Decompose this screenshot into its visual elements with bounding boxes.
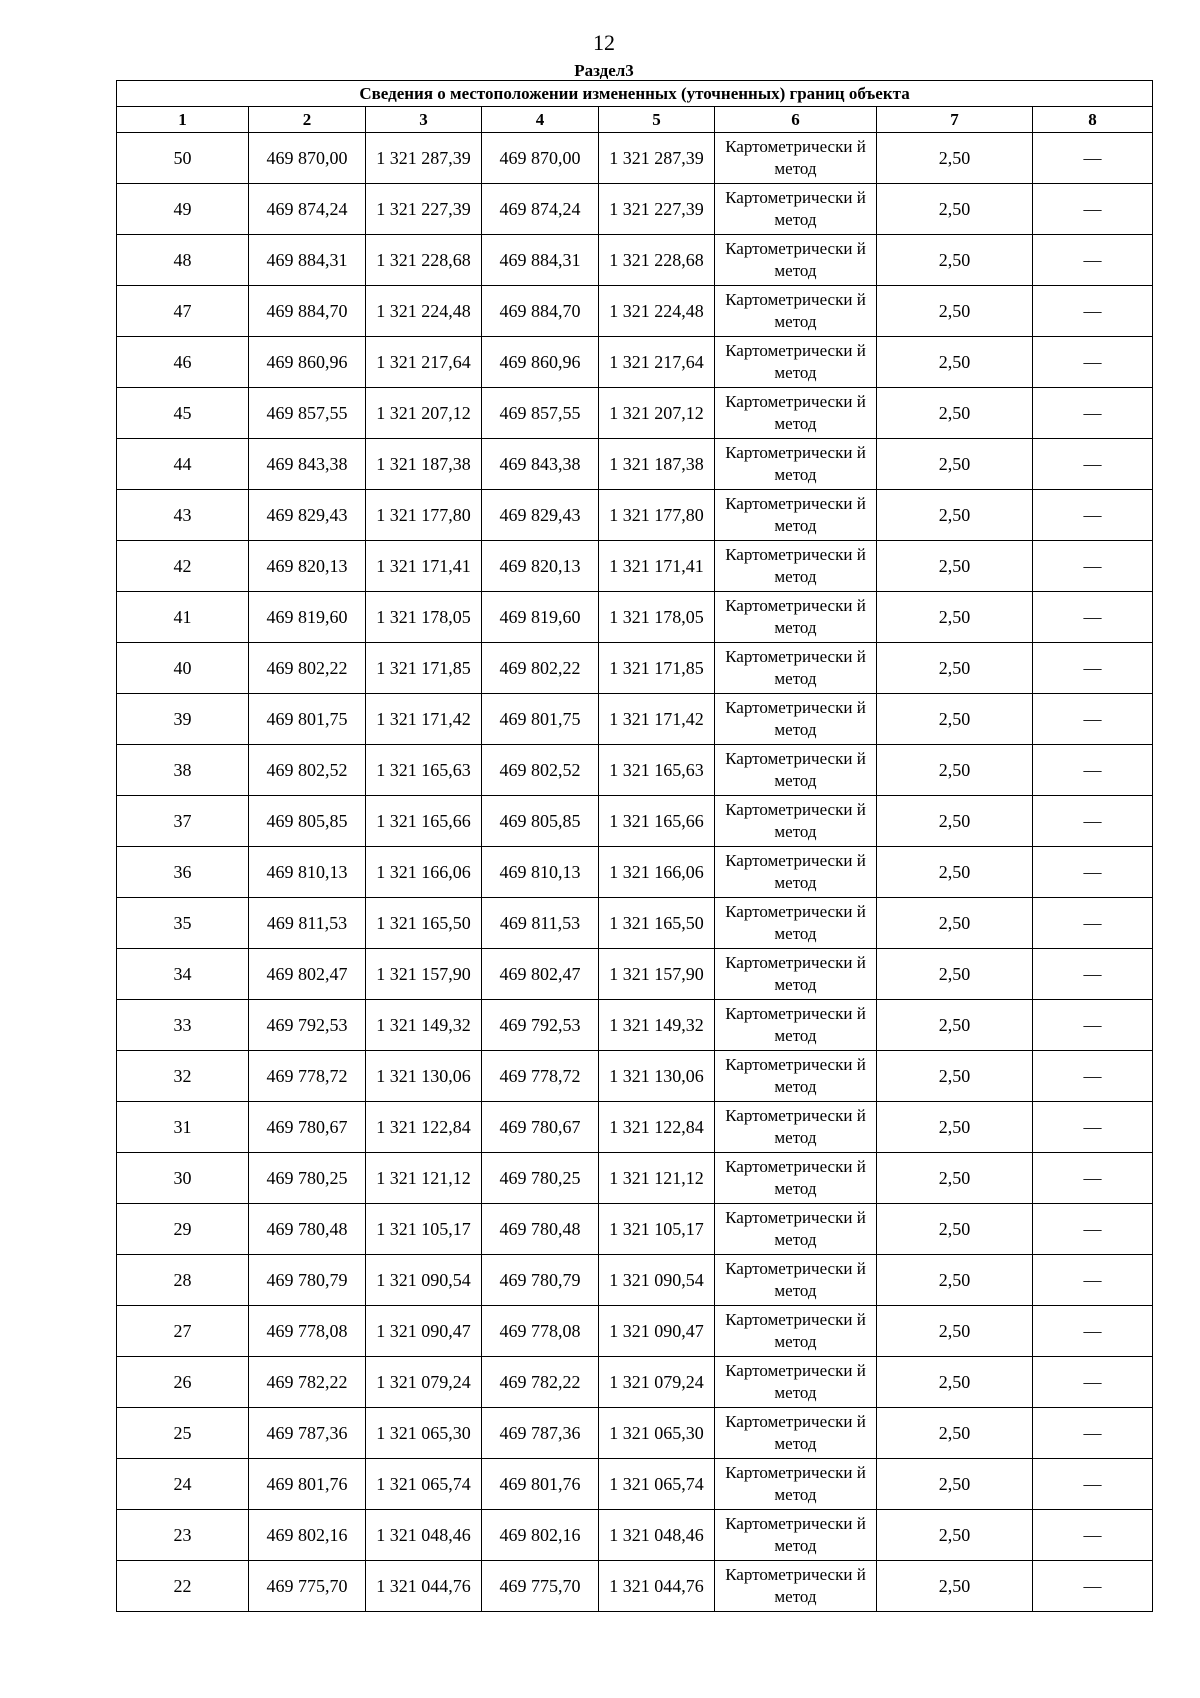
- cell-new-x: 469 857,55: [482, 388, 599, 439]
- column-header-8: 8: [1033, 107, 1153, 133]
- cell-accuracy: 2,50: [877, 1357, 1033, 1408]
- cell-new-y: 1 321 177,80: [599, 490, 715, 541]
- cell-new-y: 1 321 171,42: [599, 694, 715, 745]
- cell-point-number: 32: [117, 1051, 249, 1102]
- cell-old-y: 1 321 149,32: [366, 1000, 482, 1051]
- cell-new-y: 1 321 165,63: [599, 745, 715, 796]
- cell-accuracy: 2,50: [877, 439, 1033, 490]
- cell-new-y: 1 321 065,30: [599, 1408, 715, 1459]
- cell-method: Картометрически й метод: [715, 1357, 877, 1408]
- column-header-7: 7: [877, 107, 1033, 133]
- cell-point-number: 48: [117, 235, 249, 286]
- table-row: [117, 1306, 1153, 1357]
- cell-new-y: 1 321 121,12: [599, 1153, 715, 1204]
- cell-new-y: 1 321 207,12: [599, 388, 715, 439]
- cell-old-x: 469 802,47: [249, 949, 366, 1000]
- cell-point-number: 43: [117, 490, 249, 541]
- cell-method: Картометрически й метод: [715, 1408, 877, 1459]
- cell-accuracy: 2,50: [877, 133, 1033, 184]
- table-row: [117, 1153, 1153, 1204]
- cell-old-y: 1 321 044,76: [366, 1561, 482, 1612]
- cell-accuracy: 2,50: [877, 694, 1033, 745]
- cell-old-x: 469 778,08: [249, 1306, 366, 1357]
- cell-method: Картометрически й метод: [715, 1255, 877, 1306]
- cell-old-x: 469 829,43: [249, 490, 366, 541]
- cell-new-y: 1 321 171,85: [599, 643, 715, 694]
- cell-method: Картометрически й метод: [715, 286, 877, 337]
- cell-accuracy: 2,50: [877, 337, 1033, 388]
- table-row: [117, 184, 1153, 235]
- cell-point-number: 36: [117, 847, 249, 898]
- cell-method: Картометрически й метод: [715, 1153, 877, 1204]
- cell-old-y: 1 321 227,39: [366, 184, 482, 235]
- cell-new-x: 469 805,85: [482, 796, 599, 847]
- cell-old-y: 1 321 065,30: [366, 1408, 482, 1459]
- cell-new-y: 1 321 165,50: [599, 898, 715, 949]
- cell-method: Картометрически й метод: [715, 1051, 877, 1102]
- cell-new-x: 469 811,53: [482, 898, 599, 949]
- cell-old-y: 1 321 187,38: [366, 439, 482, 490]
- cell-new-x: 469 884,70: [482, 286, 599, 337]
- cell-new-x: 469 843,38: [482, 439, 599, 490]
- cell-note: —: [1033, 796, 1153, 847]
- cell-new-y: 1 321 090,54: [599, 1255, 715, 1306]
- table-row: [117, 1357, 1153, 1408]
- cell-new-x: 469 778,08: [482, 1306, 599, 1357]
- cell-new-y: 1 321 090,47: [599, 1306, 715, 1357]
- cell-old-y: 1 321 178,05: [366, 592, 482, 643]
- cell-old-x: 469 884,31: [249, 235, 366, 286]
- cell-accuracy: 2,50: [877, 1051, 1033, 1102]
- cell-accuracy: 2,50: [877, 1306, 1033, 1357]
- cell-point-number: 46: [117, 337, 249, 388]
- cell-new-x: 469 780,25: [482, 1153, 599, 1204]
- cell-old-y: 1 321 090,47: [366, 1306, 482, 1357]
- cell-point-number: 34: [117, 949, 249, 1000]
- cell-old-x: 469 820,13: [249, 541, 366, 592]
- cell-note: —: [1033, 184, 1153, 235]
- cell-accuracy: 2,50: [877, 541, 1033, 592]
- cell-accuracy: 2,50: [877, 235, 1033, 286]
- cell-old-x: 469 870,00: [249, 133, 366, 184]
- table-row: [117, 898, 1153, 949]
- cell-note: —: [1033, 1102, 1153, 1153]
- cell-old-y: 1 321 217,64: [366, 337, 482, 388]
- cell-new-y: 1 321 187,38: [599, 439, 715, 490]
- cell-accuracy: 2,50: [877, 592, 1033, 643]
- cell-method: Картометрически й метод: [715, 1000, 877, 1051]
- cell-point-number: 42: [117, 541, 249, 592]
- cell-point-number: 35: [117, 898, 249, 949]
- cell-accuracy: 2,50: [877, 388, 1033, 439]
- cell-point-number: 33: [117, 1000, 249, 1051]
- cell-method: Картометрически й метод: [715, 745, 877, 796]
- cell-note: —: [1033, 1510, 1153, 1561]
- cell-old-x: 469 780,79: [249, 1255, 366, 1306]
- table-row: [117, 1204, 1153, 1255]
- cell-new-x: 469 870,00: [482, 133, 599, 184]
- cell-old-x: 469 884,70: [249, 286, 366, 337]
- cell-new-y: 1 321 105,17: [599, 1204, 715, 1255]
- table-row: [117, 643, 1153, 694]
- cell-note: —: [1033, 1408, 1153, 1459]
- cell-method: Картометрически й метод: [715, 847, 877, 898]
- cell-new-x: 469 792,53: [482, 1000, 599, 1051]
- page-number: 12: [593, 30, 615, 55]
- cell-old-x: 469 780,67: [249, 1102, 366, 1153]
- cell-old-y: 1 321 048,46: [366, 1510, 482, 1561]
- table-row: [117, 1255, 1153, 1306]
- cell-new-x: 469 778,72: [482, 1051, 599, 1102]
- cell-method: Картометрически й метод: [715, 541, 877, 592]
- cell-note: —: [1033, 286, 1153, 337]
- cell-method: Картометрически й метод: [715, 1561, 877, 1612]
- cell-new-x: 469 780,48: [482, 1204, 599, 1255]
- cell-accuracy: 2,50: [877, 643, 1033, 694]
- cell-new-y: 1 321 079,24: [599, 1357, 715, 1408]
- cell-point-number: 29: [117, 1204, 249, 1255]
- cell-accuracy: 2,50: [877, 1459, 1033, 1510]
- cell-old-x: 469 843,38: [249, 439, 366, 490]
- cell-old-y: 1 321 122,84: [366, 1102, 482, 1153]
- cell-old-x: 469 857,55: [249, 388, 366, 439]
- cell-note: —: [1033, 541, 1153, 592]
- cell-method: Картометрически й метод: [715, 1306, 877, 1357]
- cell-new-y: 1 321 217,64: [599, 337, 715, 388]
- table-row: [117, 439, 1153, 490]
- column-header-4: 4: [482, 107, 599, 133]
- cell-note: —: [1033, 592, 1153, 643]
- table-row: [117, 388, 1153, 439]
- cell-method: Картометрически й метод: [715, 796, 877, 847]
- cell-accuracy: 2,50: [877, 1102, 1033, 1153]
- cell-new-y: 1 321 228,68: [599, 235, 715, 286]
- cell-point-number: 45: [117, 388, 249, 439]
- cell-old-y: 1 321 165,66: [366, 796, 482, 847]
- cell-old-y: 1 321 171,42: [366, 694, 482, 745]
- cell-old-y: 1 321 177,80: [366, 490, 482, 541]
- cell-accuracy: 2,50: [877, 1000, 1033, 1051]
- cell-point-number: 28: [117, 1255, 249, 1306]
- cell-note: —: [1033, 1459, 1153, 1510]
- table-row: [117, 1459, 1153, 1510]
- cell-note: —: [1033, 1357, 1153, 1408]
- cell-new-x: 469 874,24: [482, 184, 599, 235]
- cell-point-number: 26: [117, 1357, 249, 1408]
- cell-point-number: 44: [117, 439, 249, 490]
- cell-note: —: [1033, 1051, 1153, 1102]
- cell-old-y: 1 321 065,74: [366, 1459, 482, 1510]
- cell-method: Картометрически й метод: [715, 235, 877, 286]
- table-row: [117, 949, 1153, 1000]
- cell-old-y: 1 321 165,63: [366, 745, 482, 796]
- cell-old-y: 1 321 171,41: [366, 541, 482, 592]
- table-row: [117, 1051, 1153, 1102]
- cell-method: Картометрически й метод: [715, 949, 877, 1000]
- cell-new-x: 469 780,79: [482, 1255, 599, 1306]
- cell-new-x: 469 860,96: [482, 337, 599, 388]
- cell-note: —: [1033, 745, 1153, 796]
- cell-method: Картометрически й метод: [715, 1102, 877, 1153]
- cell-point-number: 50: [117, 133, 249, 184]
- cell-new-y: 1 321 165,66: [599, 796, 715, 847]
- table-row: [117, 1102, 1153, 1153]
- cell-new-x: 469 802,47: [482, 949, 599, 1000]
- table-row: [117, 235, 1153, 286]
- cell-new-y: 1 321 048,46: [599, 1510, 715, 1561]
- cell-method: Картометрически й метод: [715, 439, 877, 490]
- cell-new-x: 469 801,76: [482, 1459, 599, 1510]
- cell-old-x: 469 782,22: [249, 1357, 366, 1408]
- cell-note: —: [1033, 1204, 1153, 1255]
- cell-point-number: 49: [117, 184, 249, 235]
- cell-new-y: 1 321 224,48: [599, 286, 715, 337]
- cell-point-number: 37: [117, 796, 249, 847]
- cell-old-y: 1 321 287,39: [366, 133, 482, 184]
- column-header-2: 2: [249, 107, 366, 133]
- cell-old-y: 1 321 224,48: [366, 286, 482, 337]
- cell-accuracy: 2,50: [877, 1204, 1033, 1255]
- cell-old-y: 1 321 105,17: [366, 1204, 482, 1255]
- cell-new-x: 469 884,31: [482, 235, 599, 286]
- cell-note: —: [1033, 1000, 1153, 1051]
- cell-new-x: 469 787,36: [482, 1408, 599, 1459]
- cell-old-x: 469 775,70: [249, 1561, 366, 1612]
- cell-accuracy: 2,50: [877, 286, 1033, 337]
- cell-new-y: 1 321 122,84: [599, 1102, 715, 1153]
- table-row: [117, 133, 1153, 184]
- cell-old-x: 469 860,96: [249, 337, 366, 388]
- cell-method: Картометрически й метод: [715, 1459, 877, 1510]
- cell-new-x: 469 819,60: [482, 592, 599, 643]
- cell-old-x: 469 810,13: [249, 847, 366, 898]
- table-row: [117, 541, 1153, 592]
- cell-note: —: [1033, 1153, 1153, 1204]
- cell-new-x: 469 775,70: [482, 1561, 599, 1612]
- cell-method: Картометрически й метод: [715, 1204, 877, 1255]
- cell-new-x: 469 782,22: [482, 1357, 599, 1408]
- table-row: [117, 337, 1153, 388]
- cell-note: —: [1033, 949, 1153, 1000]
- cell-old-y: 1 321 166,06: [366, 847, 482, 898]
- cell-accuracy: 2,50: [877, 898, 1033, 949]
- cell-new-y: 1 321 178,05: [599, 592, 715, 643]
- cell-old-x: 469 874,24: [249, 184, 366, 235]
- cell-method: Картометрически й метод: [715, 592, 877, 643]
- cell-point-number: 23: [117, 1510, 249, 1561]
- cell-accuracy: 2,50: [877, 847, 1033, 898]
- cell-old-x: 469 778,72: [249, 1051, 366, 1102]
- cell-old-x: 469 805,85: [249, 796, 366, 847]
- cell-new-y: 1 321 065,74: [599, 1459, 715, 1510]
- cell-method: Картометрически й метод: [715, 337, 877, 388]
- column-header-row: [117, 107, 1153, 133]
- column-header-3: 3: [366, 107, 482, 133]
- cell-old-y: 1 321 079,24: [366, 1357, 482, 1408]
- cell-accuracy: 2,50: [877, 1510, 1033, 1561]
- cell-new-y: 1 321 287,39: [599, 133, 715, 184]
- boundary-coordinates-table: [116, 80, 1153, 1612]
- table-caption: Сведения о местоположении измененных (уточненных) границ объекта: [117, 81, 1153, 107]
- cell-accuracy: 2,50: [877, 949, 1033, 1000]
- cell-note: —: [1033, 1306, 1153, 1357]
- cell-point-number: 40: [117, 643, 249, 694]
- cell-note: —: [1033, 235, 1153, 286]
- cell-old-x: 469 801,76: [249, 1459, 366, 1510]
- table-row: [117, 694, 1153, 745]
- cell-accuracy: 2,50: [877, 490, 1033, 541]
- cell-old-x: 469 792,53: [249, 1000, 366, 1051]
- table-row: [117, 745, 1153, 796]
- cell-new-y: 1 321 130,06: [599, 1051, 715, 1102]
- table-row: [117, 592, 1153, 643]
- cell-new-x: 469 780,67: [482, 1102, 599, 1153]
- cell-new-x: 469 801,75: [482, 694, 599, 745]
- table-row: [117, 490, 1153, 541]
- cell-old-x: 469 811,53: [249, 898, 366, 949]
- cell-old-y: 1 321 157,90: [366, 949, 482, 1000]
- cell-method: Картометрически й метод: [715, 184, 877, 235]
- cell-old-y: 1 321 130,06: [366, 1051, 482, 1102]
- cell-note: —: [1033, 388, 1153, 439]
- cell-note: —: [1033, 643, 1153, 694]
- cell-point-number: 39: [117, 694, 249, 745]
- cell-note: —: [1033, 898, 1153, 949]
- column-header-1: 1: [117, 107, 249, 133]
- table-body: [117, 133, 1153, 1612]
- cell-old-y: 1 321 171,85: [366, 643, 482, 694]
- cell-note: —: [1033, 847, 1153, 898]
- cell-accuracy: 2,50: [877, 745, 1033, 796]
- cell-old-x: 469 802,22: [249, 643, 366, 694]
- cell-new-y: 1 321 227,39: [599, 184, 715, 235]
- cell-old-y: 1 321 207,12: [366, 388, 482, 439]
- cell-accuracy: 2,50: [877, 1561, 1033, 1612]
- cell-point-number: 25: [117, 1408, 249, 1459]
- cell-point-number: 24: [117, 1459, 249, 1510]
- cell-old-y: 1 321 121,12: [366, 1153, 482, 1204]
- cell-method: Картометрически й метод: [715, 643, 877, 694]
- cell-old-x: 469 801,75: [249, 694, 366, 745]
- cell-accuracy: 2,50: [877, 1153, 1033, 1204]
- column-header-5: 5: [599, 107, 715, 133]
- cell-note: —: [1033, 337, 1153, 388]
- cell-method: Картометрически й метод: [715, 1510, 877, 1561]
- cell-accuracy: 2,50: [877, 1255, 1033, 1306]
- cell-point-number: 30: [117, 1153, 249, 1204]
- cell-old-y: 1 321 165,50: [366, 898, 482, 949]
- cell-point-number: 31: [117, 1102, 249, 1153]
- section-title: Раздел3: [574, 61, 634, 80]
- column-header-6: 6: [715, 107, 877, 133]
- cell-point-number: 38: [117, 745, 249, 796]
- table-row: [117, 796, 1153, 847]
- cell-method: Картометрически й метод: [715, 898, 877, 949]
- cell-method: Картометрически й метод: [715, 133, 877, 184]
- cell-new-y: 1 321 157,90: [599, 949, 715, 1000]
- cell-new-x: 469 810,13: [482, 847, 599, 898]
- cell-note: —: [1033, 439, 1153, 490]
- cell-accuracy: 2,50: [877, 1408, 1033, 1459]
- table-row: [117, 1510, 1153, 1561]
- table-row: [117, 1000, 1153, 1051]
- cell-point-number: 22: [117, 1561, 249, 1612]
- table-row: [117, 1561, 1153, 1612]
- cell-point-number: 47: [117, 286, 249, 337]
- table-row: [117, 1408, 1153, 1459]
- cell-old-x: 469 780,25: [249, 1153, 366, 1204]
- cell-new-y: 1 321 171,41: [599, 541, 715, 592]
- cell-method: Картометрически й метод: [715, 694, 877, 745]
- cell-note: —: [1033, 133, 1153, 184]
- cell-new-x: 469 802,52: [482, 745, 599, 796]
- cell-note: —: [1033, 1561, 1153, 1612]
- cell-new-x: 469 802,16: [482, 1510, 599, 1561]
- cell-old-x: 469 802,16: [249, 1510, 366, 1561]
- cell-accuracy: 2,50: [877, 184, 1033, 235]
- cell-new-x: 469 820,13: [482, 541, 599, 592]
- cell-old-x: 469 819,60: [249, 592, 366, 643]
- table-row: [117, 286, 1153, 337]
- cell-old-x: 469 787,36: [249, 1408, 366, 1459]
- cell-note: —: [1033, 1255, 1153, 1306]
- cell-new-x: 469 802,22: [482, 643, 599, 694]
- cell-method: Картометрически й метод: [715, 388, 877, 439]
- cell-new-y: 1 321 166,06: [599, 847, 715, 898]
- cell-point-number: 27: [117, 1306, 249, 1357]
- cell-old-x: 469 780,48: [249, 1204, 366, 1255]
- cell-method: Картометрически й метод: [715, 490, 877, 541]
- cell-new-y: 1 321 044,76: [599, 1561, 715, 1612]
- table-row: [117, 847, 1153, 898]
- cell-accuracy: 2,50: [877, 796, 1033, 847]
- cell-point-number: 41: [117, 592, 249, 643]
- cell-old-x: 469 802,52: [249, 745, 366, 796]
- cell-old-y: 1 321 228,68: [366, 235, 482, 286]
- cell-note: —: [1033, 490, 1153, 541]
- cell-new-y: 1 321 149,32: [599, 1000, 715, 1051]
- cell-new-x: 469 829,43: [482, 490, 599, 541]
- cell-old-y: 1 321 090,54: [366, 1255, 482, 1306]
- cell-note: —: [1033, 694, 1153, 745]
